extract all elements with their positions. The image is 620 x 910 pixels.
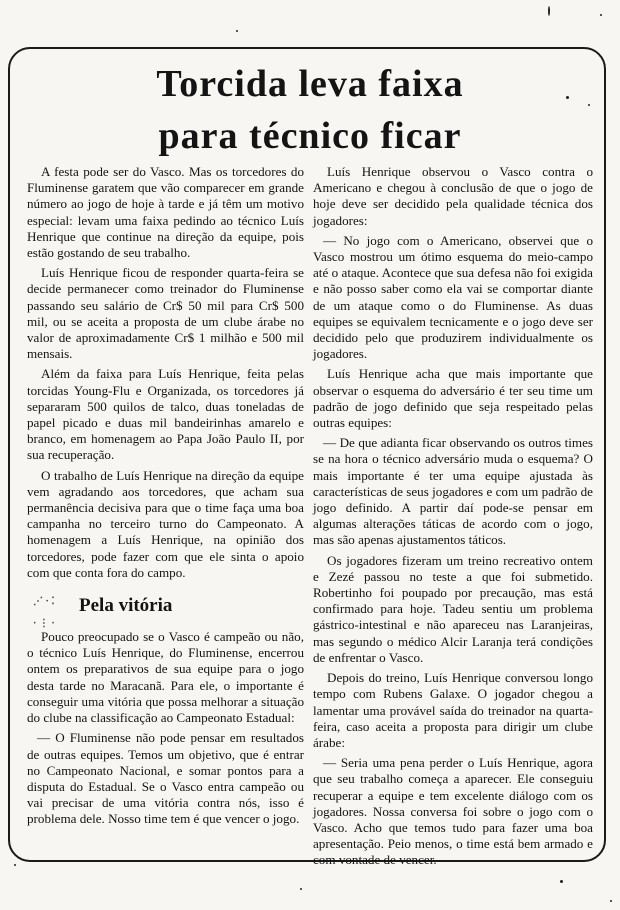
subheading-text: Pela vitória — [79, 595, 173, 617]
paragraph: Luís Henrique ficou de responder quarta-feira se decide permanecer como treinador do Fluminense passando seu salário de Cr$ 50 mil para Cr$ 500 mil, ou se aceita a proposta de um clube árabe no valor de aproximadamente Cr$ 1 milhão e 500 mil mensais. — [27, 265, 304, 362]
quote-paragraph: — De que adianta ficar observando os outros times se na hora o técnico adversário muda o esquema? O mais importante é ter uma equipe ajustada às características de seus jogadores e com um padrão de jogo definido. A partir daí pode-se pensar em algumas alterações táticas de acordo com o jogo, mas são apenas ajustamentos táticos. — [313, 435, 593, 548]
paragraph: A festa pode ser do Vasco. Mas os torcedores do Fluminense garatem que vão comparecer em grande número ao jogo de hoje à tarde e já têm um motivo especial: levam uma faixa pedindo ao técnico Luís Henrique que continue na direção da equipe, pois estão gostando de seu trabalho. — [27, 164, 304, 261]
paragraph: O trabalho de Luís Henrique na direção da equipe vem agradando aos torcedores, que acham sua permanência decisiva para que o time faça uma boa campanha no terceiro turno do Campeonato. A homenagem a Luís Henrique, na opinião dos torcedores, pode fazer com que ele sinta o apoio com que conta fora do campo. — [27, 467, 304, 580]
subheading — [27, 595, 304, 630]
paragraph: Os jogadores fizeram um treino recreativo ontem e Zezé passou no teste a que foi submetido. Robertinho foi poupado por precaução, mas está confirmado para hoje. Tadeu sentiu um problema gástrico-intestinal e não apareceu nas Laranjeiras, mas segundo o médico Alcir Laranja terá condições de enfrentar o Vasco. — [313, 552, 593, 665]
paragraph: Pouco preocupado se o Vasco é campeão ou não, o técnico Luís Henrique, do Fluminense, encerrou ontem os preparativos de sua equipe para o jogo desta tarde no Maracanã. Para ele, o importante é conseguir uma vitória que possa melhorar a situação do clube na classificação ao Campeonato Estadual: — [27, 629, 304, 726]
paragraph: Luís Henrique acha que mais importante que observar o esquema do adversário é ter seu time um padrão de jogo definido que seja respeitado pelas outras equipes: — [313, 366, 593, 431]
headline — [0, 58, 620, 162]
paragraph: Depois do treino, Luís Henrique conversou longo tempo com Rubens Galaxe. O jogador chegou a lamentar uma provável saída do treinador na quarta-feira, caso aceita a proposta para dirigir um clube árabe: — [313, 670, 593, 750]
paragraph: Luís Henrique observou o Vasco contra o Americano e chegou à conclusão de que o jogo de hoje deve ser decidido pela qualidade técnica dos jogadores: — [313, 164, 593, 228]
left-column — [27, 164, 304, 832]
quote-paragraph: — No jogo com o Americano, observei que o Vasco mostrou um ótimo esquema do meio-campo até o ataque. Acontece que sua defesa não foi exigida e não posso saber como ela vai se comportar diante de um ataque como o do Fluminense. As duas equipes se equivalem tecnicamente e o jogo deve ser decidido pelo que produzirem individualmente os jogadores. — [313, 232, 593, 362]
paragraph: Além da faixa para Luís Henrique, feita pelas torcidas Young-Flu e Organizada, os torcedores já separaram 500 quilos de talco, duas toneladas de papel picado e duas mil bandeirinhas amarelo e branco, em homenagem ao Papa João Paulo II, por sua recuperação. — [27, 366, 304, 463]
quote-paragraph: — O Fluminense não pode pensar em resultados de outras equipes. Temos um objetivo, que é entrar no Campeonato Nacional, e somar pontos para a disputa do Estadual. Se o Vasco entra campeão ou vai precisar de uma vitória contra nós, isso é problema dele. Nosso time tem é que vencer o jogo. — [27, 730, 304, 827]
headline-line-2: para técnico ficar — [158, 115, 462, 157]
right-column — [313, 164, 593, 873]
headline-line-1: Torcida leva faixa — [156, 63, 464, 105]
quote-paragraph: — Seria uma pena perder o Luís Henrique, agora que seu trabalho começa a aparecer. Ele conseguiu recuperar a equipe e tem excelente diálogo com os jogadores. Nossa conversa foi sobre o jogo com o Vasco. Acho que temos tudo para fazer uma boa apresentação. Peio menos, o time está bem armado e com vontade de vencer. — [313, 755, 593, 868]
print-specks-icon: ⋰ · ⁚ · ⋮ · — [33, 596, 55, 630]
